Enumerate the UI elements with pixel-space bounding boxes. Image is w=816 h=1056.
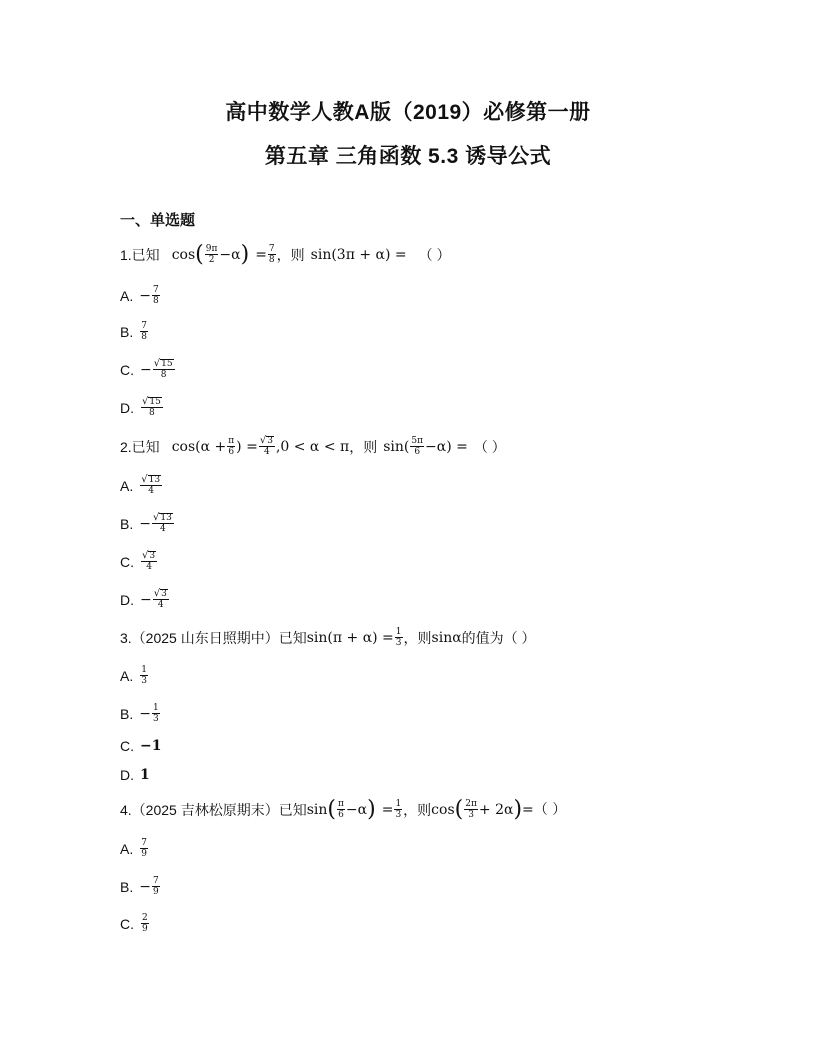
q2-then: ，则 <box>349 438 378 455</box>
q3-option-d <box>120 765 150 785</box>
q2-fraction-b <box>410 436 424 457</box>
frac-num-sqrt <box>153 359 175 370</box>
option-fraction <box>153 359 175 380</box>
q2-sin-open: sin( <box>383 438 410 455</box>
q1-equation <box>171 241 277 267</box>
q3-option-c <box>120 736 161 756</box>
q4-paren-close: ) <box>367 796 376 822</box>
frac-num: 7 <box>141 321 147 331</box>
frac-num: 1 <box>152 703 159 713</box>
q2-equation <box>172 436 350 457</box>
q1-then: ，则 <box>276 246 305 263</box>
chapter-title: 第五章 三角函数 5.3 诱导公式 <box>264 145 552 168</box>
option-fraction <box>141 397 163 418</box>
option-fraction <box>153 589 169 610</box>
q4-plus-2alpha: + 2α <box>478 801 514 818</box>
section-heading: 一、单选题 <box>120 212 196 229</box>
q4-target <box>431 796 567 822</box>
q3-option-a <box>120 665 149 686</box>
option-fraction <box>152 876 160 897</box>
frac-den: 8 <box>160 370 167 380</box>
q1-fb-num: 7 <box>268 244 275 254</box>
q2-answer-blank: （ ） <box>473 438 506 455</box>
q4-cos: cos <box>431 801 455 818</box>
q1-cos: cos <box>171 246 196 263</box>
q1-fraction-b <box>268 244 276 265</box>
q4-fb-num: 1 <box>395 799 402 809</box>
radicand: 15 <box>149 397 161 407</box>
q2-option-b <box>120 513 175 534</box>
frac-num: 7 <box>152 285 159 295</box>
q4-fa-den: 6 <box>338 810 344 820</box>
option-sign: − <box>139 878 151 895</box>
q1-option-d <box>120 397 164 418</box>
q1-option-b <box>120 321 149 342</box>
radicand: 15 <box>161 359 173 369</box>
option-label: C. <box>120 915 134 932</box>
q4-option-a <box>120 838 149 859</box>
q2-tail: −α) = <box>425 438 468 455</box>
q4-minus-alpha: −α <box>345 801 368 818</box>
frac-den: 9 <box>142 924 148 934</box>
option-fraction <box>152 703 160 724</box>
frac-den: 4 <box>146 562 152 572</box>
frac-num-sqrt <box>141 551 157 562</box>
q1-answer-blank: （ ） <box>418 246 451 263</box>
question-3 <box>120 627 536 648</box>
option-label: A. <box>120 840 134 857</box>
q4-fc-num: 2π <box>465 799 477 809</box>
q4-fraction-a <box>337 799 345 820</box>
option-label: C. <box>120 361 134 378</box>
sqrt-icon: √ <box>153 588 161 599</box>
q4-paren-close-2: ) <box>513 796 523 822</box>
option-sign: − <box>139 287 151 304</box>
document-title: 高中数学人教A版（2019）必修第一册 <box>225 101 591 124</box>
option-label: A. <box>120 667 134 684</box>
q2-fraction-a <box>227 436 235 457</box>
q4-fc-den: 3 <box>468 810 474 820</box>
frac-num: 1 <box>141 665 147 675</box>
frac-num-sqrt <box>140 475 162 486</box>
q4-fraction-c <box>464 799 478 820</box>
frac-num: 7 <box>152 876 159 886</box>
q2-target <box>383 436 468 457</box>
q2-rhs-sqrt <box>259 436 275 447</box>
frac-den: 9 <box>141 849 147 859</box>
question-1 <box>120 241 451 267</box>
q1-option-c <box>120 359 176 380</box>
q2-fb-den: 6 <box>414 447 421 457</box>
q1-prefix: 1.已知 <box>120 246 160 263</box>
q1-fa-den: 2 <box>208 255 215 265</box>
option-fraction <box>141 551 157 572</box>
frac-den: 8 <box>152 296 159 306</box>
q3-f-num: 1 <box>395 627 402 637</box>
option-fraction <box>140 475 162 496</box>
q3-then: ，则 <box>403 629 432 646</box>
option-fraction <box>140 321 148 342</box>
sqrt-icon: √ <box>142 550 149 561</box>
frac-den: 3 <box>152 714 159 724</box>
option-label: B. <box>120 323 134 340</box>
frac-den: 8 <box>141 332 147 342</box>
frac-den: 4 <box>148 486 155 496</box>
q1-fraction-a <box>205 244 219 265</box>
q1-expression: sin(3π + α) = <box>310 246 407 263</box>
option-fraction <box>140 838 148 859</box>
q2-fb-num: 5π <box>411 436 424 446</box>
q4-fb-den: 3 <box>395 810 402 820</box>
question-4 <box>120 796 567 822</box>
option-fraction <box>152 513 174 534</box>
q3-f-den: 3 <box>395 638 402 648</box>
q1-fb-den: 8 <box>268 255 275 265</box>
sqrt-icon: √ <box>259 435 267 446</box>
q4-fraction-b <box>394 799 402 820</box>
option-label: C. <box>120 738 134 754</box>
q3-ask: 的值为（ ） <box>461 629 536 646</box>
q2-option-c <box>120 551 158 572</box>
option-sign: − <box>140 361 152 378</box>
frac-den: 4 <box>160 524 166 534</box>
q2-fa-num: π <box>228 436 235 446</box>
q4-option-b <box>120 876 161 897</box>
option-label: A. <box>120 287 134 304</box>
frac-num-sqrt <box>152 513 174 524</box>
q4-equals: = <box>381 801 394 818</box>
q1-fa-num: 9π <box>205 244 218 254</box>
frac-num-sqrt <box>141 397 163 408</box>
q2-fraction-rhs <box>259 436 275 457</box>
q2-option-d <box>120 589 170 610</box>
q1-paren-close: ) <box>240 241 250 267</box>
frac-num: 7 <box>141 838 147 848</box>
frac-den: 4 <box>157 600 164 610</box>
question-2 <box>120 436 506 457</box>
q2-cos-open: cos(α + <box>171 438 227 455</box>
q4-paren-open-2: ( <box>454 796 464 822</box>
q4-fa-num: π <box>338 799 344 809</box>
q4-equation <box>306 796 403 822</box>
frac-den: 9 <box>152 887 159 897</box>
option-sign: − <box>139 705 151 722</box>
option-fraction <box>140 665 148 686</box>
frac-den: 8 <box>149 408 155 418</box>
option-label: D. <box>120 767 134 783</box>
q2-close-eq: ) = <box>236 438 258 455</box>
sqrt-icon: √ <box>141 474 148 485</box>
q4-option-c <box>120 913 150 934</box>
q4-paren-open: ( <box>327 796 336 822</box>
option-sign: − <box>140 591 152 608</box>
option-sign: − <box>139 515 151 532</box>
option-value: 1 <box>140 767 150 783</box>
q2-condition: ,0 < α < π <box>275 438 350 455</box>
sqrt-icon: √ <box>153 358 161 369</box>
option-label: D. <box>120 591 134 608</box>
option-label: B. <box>120 705 134 722</box>
q3-fraction <box>395 627 403 648</box>
q2-fa-den: 6 <box>228 447 235 457</box>
radicand: 13 <box>148 475 161 485</box>
q4-prefix: 4.（2025 吉林松原期末）已知 <box>120 801 307 818</box>
frac-den: 3 <box>141 676 147 686</box>
q1-minus-alpha: −α <box>219 246 241 263</box>
q3-sin-alpha: sinα <box>431 629 462 646</box>
option-label: A. <box>120 477 134 494</box>
radicand: 3 <box>161 589 167 599</box>
q1-equals: = <box>255 246 267 263</box>
q1-option-a <box>120 285 161 306</box>
sqrt-icon: √ <box>142 396 149 407</box>
q1-paren-open: ( <box>195 241 204 267</box>
q3-expression: sin(π + α) = <box>306 629 394 646</box>
frac-num: 2 <box>142 913 148 923</box>
q3-equation <box>307 627 404 648</box>
q2-prefix: 2.已知 <box>120 438 160 455</box>
q4-sin: sin <box>306 801 328 818</box>
option-fraction <box>141 913 149 934</box>
q2-option-a <box>120 475 163 496</box>
q2-rhs-den: 4 <box>264 447 270 457</box>
option-label: D. <box>120 399 134 416</box>
radicand: 13 <box>160 513 172 523</box>
option-label: B. <box>120 878 134 895</box>
q4-answer-blank: =（ ） <box>522 801 567 818</box>
frac-num-sqrt <box>153 589 169 600</box>
option-label: B. <box>120 515 134 532</box>
sqrt-icon: √ <box>152 512 160 523</box>
option-value: −1 <box>140 738 162 754</box>
option-label: C. <box>120 553 134 570</box>
option-fraction <box>152 285 160 306</box>
q3-prefix: 3.（2025 山东日照期中）已知 <box>120 629 307 646</box>
q3-option-b <box>120 703 161 724</box>
q4-then: ，则 <box>403 801 432 818</box>
radicand: 3 <box>267 436 273 446</box>
radicand: 3 <box>149 551 156 561</box>
